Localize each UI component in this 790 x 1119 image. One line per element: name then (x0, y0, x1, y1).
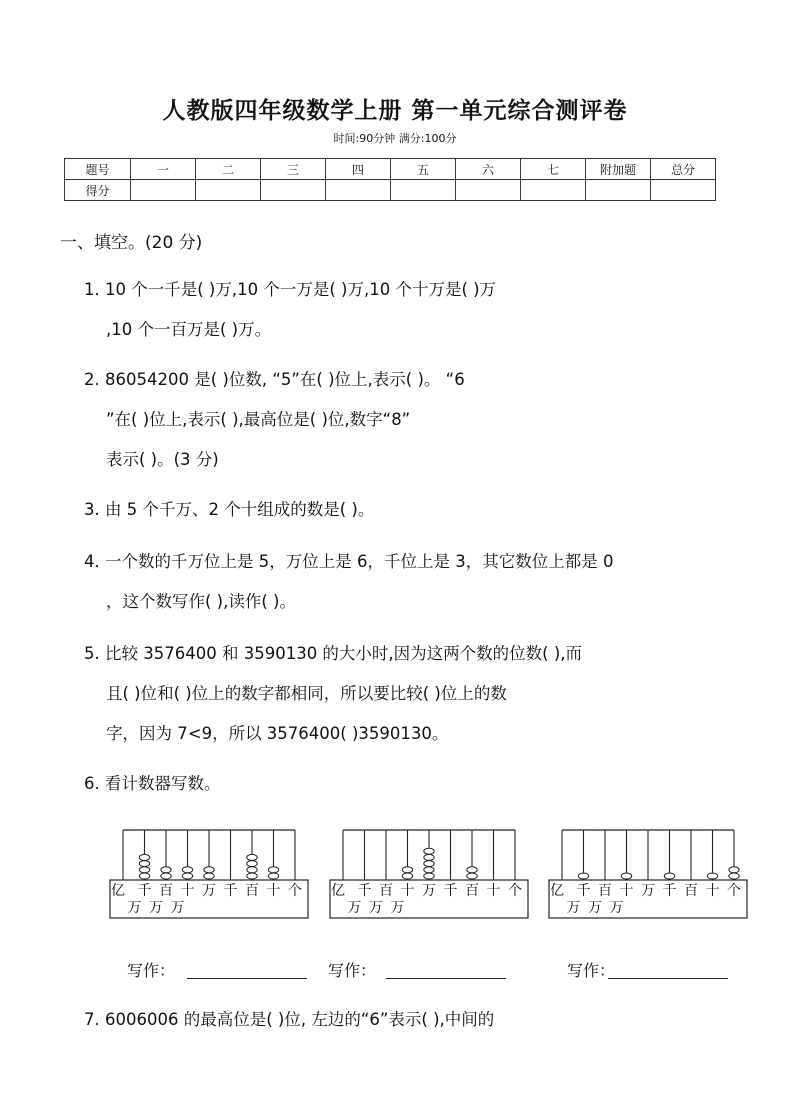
write-label: 写作： (127, 961, 176, 980)
abacus-place-label: 千 (137, 883, 152, 899)
abacus-place-label: 个 (727, 883, 741, 899)
question-1 (84, 270, 724, 350)
abacus-bead (247, 854, 257, 860)
abacus-bead (139, 873, 149, 879)
score-header-cell: 七 (521, 159, 586, 180)
question-line: 1. 10 个一千是( )万,10 个一万是( )万,10 个十万是( )万 (84, 280, 497, 299)
question-5 (84, 634, 724, 754)
page-title: 人教版四年级数学上册 第一单元综合测评卷 (162, 97, 628, 124)
abacus-1 (109, 828, 309, 920)
abacus-bead (467, 867, 477, 873)
abacus-2 (329, 828, 529, 920)
score-cell[interactable] (391, 180, 456, 201)
score-cell[interactable] (261, 180, 326, 201)
abacus-bead (424, 854, 434, 860)
question-line: 2. 86054200 是( )位数, “5”在( )位上,表示( )。 “6 (84, 370, 465, 389)
score-table (64, 158, 716, 201)
abacus-bead (467, 873, 477, 879)
answer-line[interactable] (386, 978, 506, 979)
score-header-cell: 四 (326, 159, 391, 180)
question-3 (84, 490, 724, 530)
write-label: 写作： (567, 961, 616, 980)
abacus-bead (707, 873, 717, 879)
abacus-place-sublabel: 万 (149, 900, 163, 916)
score-cell[interactable] (131, 180, 196, 201)
abacus-place-label: 千 (576, 883, 591, 899)
abacus-place-label: 十 (705, 883, 720, 899)
abacus-place-label: 千 (223, 883, 238, 899)
abacus-bead (182, 873, 192, 879)
abacus-place-label: 百 (159, 883, 173, 899)
abacus-place-label: 十 (180, 883, 195, 899)
question-line: 表示( )。(3 分) (106, 450, 219, 469)
abacus-bead (139, 854, 149, 860)
abacus-bead (182, 867, 192, 873)
abacus-bead (268, 873, 278, 879)
score-cell[interactable] (326, 180, 391, 201)
abacus-place-label: 个 (288, 883, 302, 899)
question-line: 5. 比较 3576400 和 3590130 的大小时,因为这两个数的位数( ),而 (84, 644, 583, 663)
abacus-bead (161, 873, 171, 879)
question-line: ，这个数写作( ),读作( )。 (106, 592, 296, 611)
abacus-3 (548, 828, 748, 920)
score-cell[interactable] (586, 180, 651, 201)
question-6 (84, 764, 724, 804)
abacus-place-label: 百 (598, 883, 612, 899)
abacus-bead (424, 873, 434, 879)
answer-line[interactable] (608, 978, 728, 979)
abacus-place-label: 千 (357, 883, 372, 899)
question-line: ”在( )位上,表示( ),最高位是( )位,数字“8” (106, 410, 411, 429)
abacus-place-label: 亿 (550, 883, 564, 899)
abacus-bead (729, 867, 739, 873)
question-7 (84, 1000, 724, 1040)
abacus-place-label: 百 (245, 883, 259, 899)
score-cell[interactable] (456, 180, 521, 201)
score-table-header-row (65, 159, 716, 180)
abacus-place-label: 万 (202, 883, 216, 899)
abacus-place-label: 十 (486, 883, 501, 899)
abacus-bead (402, 873, 412, 879)
abacus-place-label: 亿 (111, 883, 125, 899)
abacus-place-label: 百 (465, 883, 479, 899)
score-header-cell: 五 (391, 159, 456, 180)
abacus-bead (729, 873, 739, 879)
abacus-place-sublabel: 万 (390, 900, 405, 916)
abacus-place-label: 个 (508, 883, 522, 899)
question-line: ,10 个一百万是( )万。 (106, 320, 272, 339)
question-line: 7. 6006006 的最高位是( )位, 左边的“6”表示( ),中间的 (84, 1010, 495, 1029)
question-line: 3. 由 5 个千万、2 个十组成的数是( )。 (84, 500, 375, 519)
abacus-bead (621, 873, 631, 879)
abacus-place-sublabel: 万 (609, 900, 624, 916)
question-line: 4. 一个数的千万位上是 5，万位上是 6，千位上是 3，其它数位上都是 0 (84, 552, 614, 571)
abacus-place-label: 万 (641, 883, 655, 899)
abacus-place-label: 万 (422, 883, 436, 899)
exam-info: 时间:90分钟 满分:100分 (333, 132, 457, 145)
score-row-label: 得分 (65, 180, 131, 201)
abacus-place-sublabel: 万 (127, 900, 142, 916)
abacus-place-sublabel: 万 (347, 900, 362, 916)
score-header-cell: 一 (131, 159, 196, 180)
answer-line[interactable] (187, 978, 307, 979)
abacus-bead (204, 873, 214, 879)
abacus-bead (247, 873, 257, 879)
abacus-bead (139, 861, 149, 867)
abacus-place-label: 十 (266, 883, 281, 899)
abacus-place-sublabel: 万 (566, 900, 581, 916)
score-header-cell: 三 (261, 159, 326, 180)
question-4 (84, 542, 724, 622)
abacus-place-label: 百 (684, 883, 698, 899)
abacus-bead (424, 861, 434, 867)
score-header-cell: 二 (196, 159, 261, 180)
abacus-place-label: 百 (379, 883, 393, 899)
section-heading: 一、填空。(20 分) (60, 233, 203, 253)
score-cell[interactable] (651, 180, 716, 201)
abacus-bead (424, 867, 434, 873)
abacus-place-label: 十 (619, 883, 634, 899)
score-table-score-row (65, 180, 716, 201)
abacus-place-sublabel: 万 (170, 900, 185, 916)
abacus-bead (402, 867, 412, 873)
abacus-place-label: 千 (662, 883, 677, 899)
abacus-bead (424, 848, 434, 854)
score-header-cell: 附加题 (586, 159, 651, 180)
question-2 (84, 360, 724, 480)
abacus-bead (247, 861, 257, 867)
score-cell[interactable] (196, 180, 261, 201)
score-header-cell: 六 (456, 159, 521, 180)
abacus-bead (247, 867, 257, 873)
question-line: 字，因为 7<9，所以 3576400( )3590130。 (106, 724, 449, 743)
abacus-place-label: 亿 (331, 883, 345, 899)
abacus-place-label: 十 (400, 883, 415, 899)
score-cell[interactable] (521, 180, 586, 201)
abacus-place-sublabel: 万 (369, 900, 383, 916)
score-header-cell: 总分 (651, 159, 716, 180)
score-header-cell: 题号 (65, 159, 131, 180)
abacus-bead (139, 867, 149, 873)
question-line: 且( )位和( )位上的数字都相同，所以要比较( )位上的数 (106, 684, 507, 703)
abacus-bead (268, 867, 278, 873)
abacus-bead (161, 867, 171, 873)
question-line: 6. 看计数器写数。 (84, 774, 221, 793)
write-label: 写作： (328, 961, 377, 980)
abacus-bead (664, 873, 674, 879)
abacus-place-sublabel: 万 (588, 900, 602, 916)
abacus-place-label: 千 (443, 883, 458, 899)
abacus-bead (204, 867, 214, 873)
abacus-bead (578, 873, 588, 879)
